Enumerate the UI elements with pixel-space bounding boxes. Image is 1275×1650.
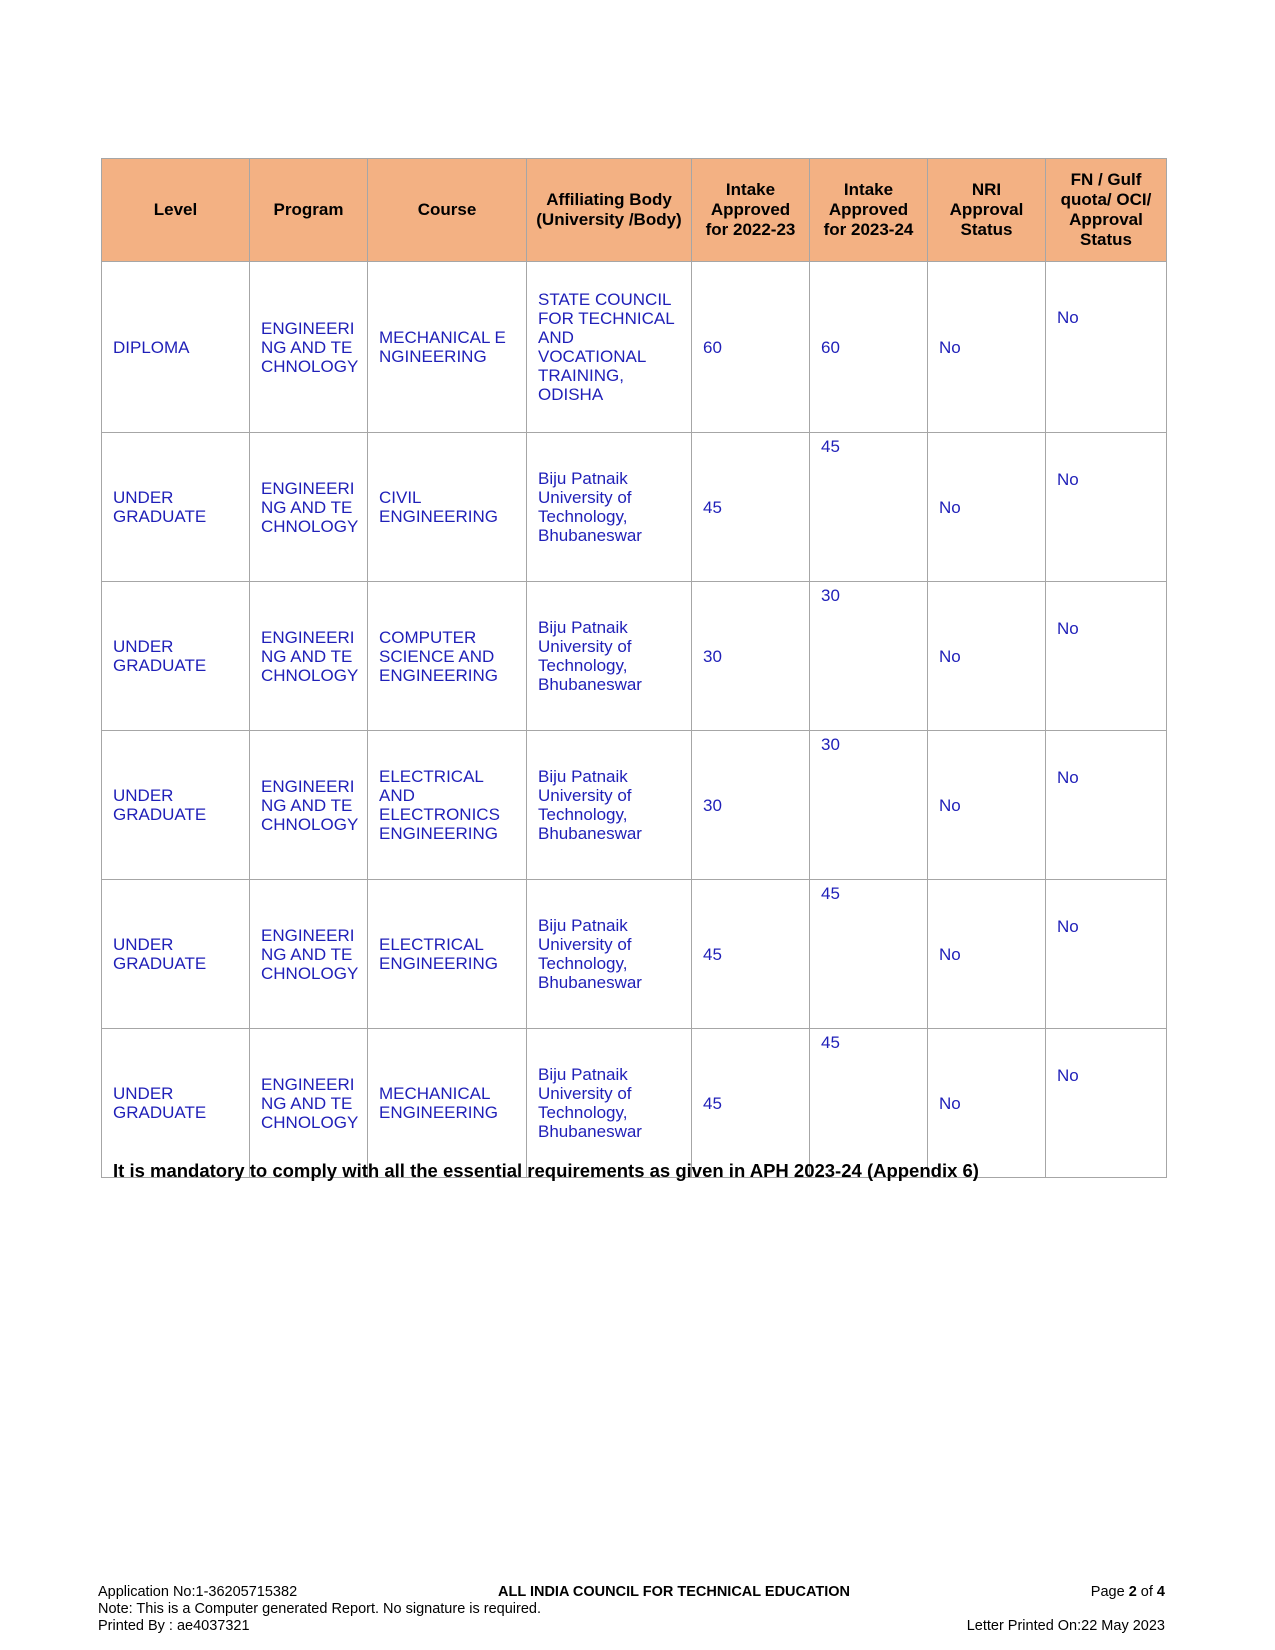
header-intake-2022-23: Intake Approved for 2022-23 [692,159,810,262]
application-number: Application No:1-36205715382 [98,1584,298,1600]
cell-level: UNDER GRADUATE [102,880,250,1029]
cell-intake-2023-24: 30 [810,582,928,731]
cell-course: ELECTRICAL AND ELECTRONICS ENGINEERING [368,731,527,880]
cell-affiliating-body: Biju Patnaik University of Technology, Bhubaneswar [527,582,692,731]
cell-intake-2023-24: 45 [810,880,928,1029]
cell-intake-2023-24: 60 [810,262,928,433]
page-of: of [1140,1584,1153,1600]
cell-fn-status: No [1046,262,1167,433]
header-level: Level [102,159,250,262]
page-indicator [1091,1584,1165,1601]
cell-intake-2022-23: 45 [692,880,810,1029]
cell-course: CIVIL ENGINEERING [368,433,527,582]
mandatory-compliance-note: It is mandatory to comply with all the essential requirements as given in APH 2023-24 (Appendix 6) [113,1160,979,1181]
header-fn-status: FN / Gulf quota/ OCI/ Approval Status [1046,159,1167,262]
cell-affiliating-body: Biju Patnaik University of Technology, Bhubaneswar [527,433,692,582]
cell-fn-status: No [1046,731,1167,880]
cell-nri-status: No [928,582,1046,731]
cell-level: DIPLOMA [102,262,250,433]
cell-program: ENGINEERING AND TECHNOLOGY [250,880,368,1029]
cell-level: UNDER GRADUATE [102,433,250,582]
cell-fn-status: No [1046,1029,1167,1178]
page-label: Page [1090,1584,1125,1600]
table-header-row [102,159,1167,262]
letter-printed-date: Letter Printed On:22 May 2023 [966,1618,1165,1634]
cell-level: UNDER GRADUATE [102,731,250,880]
cell-affiliating-body: Biju Patnaik University of Technology, Bhubaneswar [527,880,692,1029]
cell-affiliating-body: STATE COUNCIL FOR TECHNICAL AND VOCATIONAL TRAINING, ODISHA [527,262,692,433]
cell-program: ENGINEERING AND TECHNOLOGY [250,731,368,880]
council-name: ALL INDIA COUNCIL FOR TECHNICAL EDUCATION [498,1584,851,1600]
cell-affiliating-body: Biju Patnaik University of Technology, Bhubaneswar [527,731,692,880]
table-row [102,880,1167,1029]
cell-program: ENGINEERING AND TECHNOLOGY [250,433,368,582]
cell-nri-status: No [928,262,1046,433]
table-row [102,731,1167,880]
header-nri-status: NRI Approval Status [928,159,1046,262]
cell-intake-2022-23: 60 [692,262,810,433]
cell-nri-status: No [928,731,1046,880]
cell-fn-status: No [1046,582,1167,731]
cell-intake-2022-23: 30 [692,731,810,880]
header-affiliating-body: Affiliating Body (University /Body) [527,159,692,262]
page-footer [98,1584,1165,1635]
cell-intake-2022-23: 45 [692,433,810,582]
page-total: 4 [1156,1584,1165,1600]
intake-table [101,158,1167,1178]
intake-table-container [101,158,1166,1178]
cell-course: ELECTRICAL ENGINEERING [368,880,527,1029]
cell-nri-status: No [928,433,1046,582]
printed-by: Printed By : ae4037321 [98,1618,250,1634]
table-row [102,433,1167,582]
header-program: Program [250,159,368,262]
cell-intake-2023-24: 45 [810,433,928,582]
cell-fn-status: No [1046,880,1167,1029]
cell-program: ENGINEERING AND TECHNOLOGY [250,1029,368,1178]
cell-nri-status: No [928,880,1046,1029]
cell-fn-status: No [1046,433,1167,582]
cell-program: ENGINEERING AND TECHNOLOGY [250,262,368,433]
cell-program: ENGINEERING AND TECHNOLOGY [250,582,368,731]
table-row [102,262,1167,433]
cell-intake-2022-23: 45 [692,1029,810,1178]
cell-intake-2022-23: 30 [692,582,810,731]
cell-course: COMPUTER SCIENCE AND ENGINEERING [368,582,527,731]
computer-generated-note: Note: This is a Computer generated Report. No signature is required. [98,1601,542,1617]
table-row [102,1029,1167,1178]
cell-course: MECHANICAL ENGINEERING [368,1029,527,1178]
page-current: 2 [1128,1584,1137,1600]
cell-intake-2023-24: 45 [810,1029,928,1178]
cell-level: UNDER GRADUATE [102,582,250,731]
cell-nri-status: No [928,1029,1046,1178]
table-row [102,582,1167,731]
cell-level: UNDER GRADUATE [102,1029,250,1178]
header-intake-2023-24: Intake Approved for 2023-24 [810,159,928,262]
header-course: Course [368,159,527,262]
cell-intake-2023-24: 30 [810,731,928,880]
cell-affiliating-body: Biju Patnaik University of Technology, Bhubaneswar [527,1029,692,1178]
cell-course: MECHANICAL ENGINEERING [368,262,527,433]
